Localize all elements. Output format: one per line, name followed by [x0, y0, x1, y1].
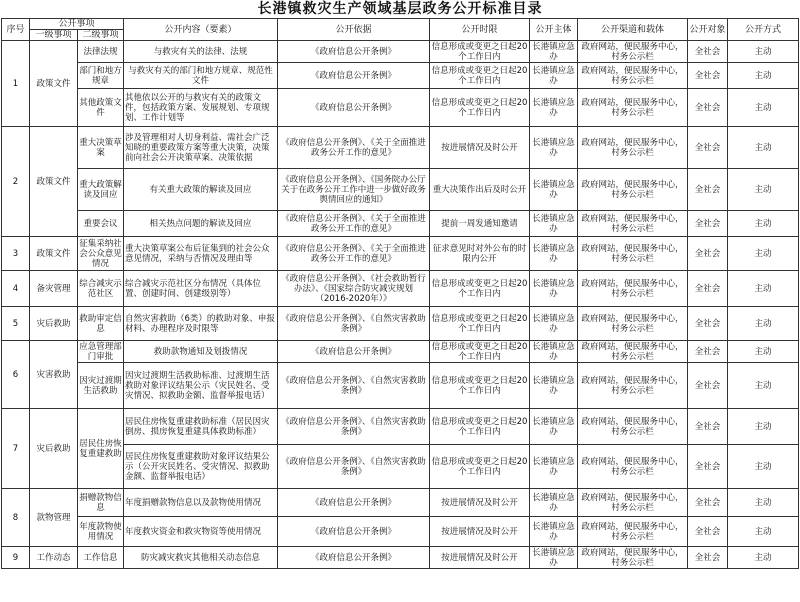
cell-time-limit: 信息形成或变更之日起20个工作日内	[430, 63, 530, 89]
cell-content: 重大决策草案公布后征集到的社会公众意见情况，采纳与否情况及理由等	[124, 237, 278, 271]
cell-level2: 重大决策草案	[78, 127, 124, 169]
cell-channel: 政府网站，便民服务中心，村务公示栏	[578, 271, 688, 307]
header-subject: 公开主体	[530, 19, 578, 41]
cell-content: 与救灾有关的部门和地方规章、规范性文件	[124, 63, 278, 89]
cell-basis: 《政府信息公开条例》、《关于全面推进政务公开工作的意见》	[278, 127, 430, 169]
table-row	[2, 89, 799, 127]
cell-level2: 其他政策文件	[78, 89, 124, 127]
group-level1: 灾后救助	[30, 409, 78, 489]
cell-channel: 政府网站，便民服务中心，村务公示栏	[578, 41, 688, 63]
cell-subject: 长港镇应急办	[530, 341, 578, 363]
header-time-limit: 公开时限	[430, 19, 530, 41]
cell-target: 全社会	[688, 271, 728, 307]
cell-channel: 政府网站，便民服务中心，村务公示栏	[578, 517, 688, 547]
cell-basis: 《政府信息公开条例》、《自然灾害救助条例》	[278, 363, 430, 409]
cell-time-limit: 信息形成或变更之日起20个工作日内	[430, 307, 530, 341]
cell-target: 全社会	[688, 409, 728, 445]
cell-target: 全社会	[688, 445, 728, 489]
cell-target: 全社会	[688, 89, 728, 127]
cell-level2: 年度款物使用情况	[78, 517, 124, 547]
cell-basis: 《政府信息公开条例》	[278, 489, 430, 517]
group-seq: 2	[2, 127, 30, 237]
cell-basis: 《政府信息公开条例》	[278, 41, 430, 63]
cell-basis: 《政府信息公开条例》、《自然灾害救助条例》	[278, 409, 430, 445]
table-row	[2, 211, 799, 237]
cell-method: 主动	[728, 547, 799, 569]
group-level1: 灾害救助	[30, 341, 78, 409]
cell-content: 防灾减灾救灾其他相关动态信息	[124, 547, 278, 569]
cell-time-limit: 按进展情况及时公开	[430, 547, 530, 569]
cell-channel: 政府网站，便民服务中心，村务公示栏	[578, 169, 688, 211]
cell-channel: 政府网站，便民服务中心，村务公示栏	[578, 341, 688, 363]
catalog-table	[1, 18, 799, 569]
cell-basis: 《政府信息公开条例》、《社会救助暂行办法》、《国家综合防灾减灾规划（2016-2020年）》	[278, 271, 430, 307]
cell-basis: 《政府信息公开条例》、《关于全面推进政务公开工作的意见》	[278, 211, 430, 237]
cell-time-limit: 信息形成或变更之日起20个工作日内	[430, 445, 530, 489]
header-content: 公开内容（要素）	[124, 19, 278, 41]
cell-subject: 长港镇应急办	[530, 237, 578, 271]
group-level1: 政策文件	[30, 127, 78, 237]
group-level1: 政策文件	[30, 41, 78, 127]
cell-target: 全社会	[688, 127, 728, 169]
cell-target: 全社会	[688, 489, 728, 517]
cell-content: 涉及管理相对人切身利益、需社会广泛知晓的重要政策方案等重大决策，决策前向社会公开决策草案、决策依据	[124, 127, 278, 169]
group-level1: 政策文件	[30, 237, 78, 271]
cell-level2: 救助审定信息	[78, 307, 124, 341]
cell-content: 综合减灾示范社区分布情况（具体位置、创建时间、创建级别等）	[124, 271, 278, 307]
cell-level2: 法律法规	[78, 41, 124, 63]
table-row	[2, 409, 799, 445]
cell-level2: 应急管理部门审批	[79, 341, 122, 362]
cell-time-limit: 信息形成或变更之日起20个工作日内	[430, 41, 530, 63]
cell-content: 有关重大政策的解读及回应	[124, 169, 278, 211]
cell-time-limit: 信息形成或变更之日起20个工作日内	[430, 89, 530, 127]
cell-time-limit: 信息形成或变更之日起20个工作日内	[430, 271, 530, 307]
header-category: 公开事项	[30, 19, 124, 30]
table-row	[2, 169, 799, 211]
cell-time-limit: 按进展情况及时公开	[430, 517, 530, 547]
table-row	[2, 307, 799, 341]
cell-target: 全社会	[688, 307, 728, 341]
header-level1: 一级事项	[30, 30, 78, 41]
cell-level2: 因灾过渡期生活救助	[78, 363, 124, 409]
cell-target: 全社会	[688, 547, 728, 569]
cell-method: 主动	[728, 307, 799, 341]
cell-method: 主动	[728, 341, 799, 363]
cell-content: 因灾过渡期生活救助标准、过渡期生活救助对象评议结果公示（灾民姓名、受灾情况、拟救助金额、监督举报电话）	[124, 363, 278, 409]
cell-channel: 政府网站，便民服务中心，村务公示栏	[578, 363, 688, 409]
cell-subject: 长港镇应急办	[530, 409, 578, 445]
cell-level2: 工作信息	[78, 547, 124, 569]
cell-basis: 《政府信息公开条例》	[278, 89, 430, 127]
cell-subject: 长港镇应急办	[530, 547, 578, 569]
group-seq: 9	[2, 547, 30, 569]
cell-level2: 综合减灾示范社区	[78, 271, 124, 307]
cell-content: 居民住房恢复重建救助标准（居民因灾倒房、损房恢复重建具体救助标准）	[124, 409, 278, 445]
cell-basis: 《政府信息公开条例》、《关于全面推进政务公开工作的意见》	[278, 237, 430, 271]
group-seq: 6	[2, 341, 30, 409]
cell-time-limit: 按进展情况及时公开	[430, 127, 530, 169]
cell-content: 自然灾害救助（6类）的救助对象、申报材料、办理程序及时限等	[124, 307, 278, 341]
cell-target: 全社会	[688, 63, 728, 89]
group-seq: 3	[2, 237, 30, 271]
cell-channel: 政府网站，便民服务中心，村务公示栏	[578, 409, 688, 445]
cell-method: 主动	[728, 271, 799, 307]
cell-basis: 《政府信息公开条例》、《自然灾害救助条例》	[278, 445, 430, 489]
cell-level2: 重大政策解读及回应	[78, 169, 124, 211]
header-method: 公开方式	[728, 19, 799, 41]
cell-channel: 政府网站，便民服务中心，村务公示栏	[578, 547, 688, 569]
page-title: 长港镇救灾生产领域基层政务公开标准目录	[257, 1, 543, 17]
cell-channel: 政府网站，便民服务中心，村务公示栏	[578, 63, 688, 89]
cell-content: 其他依以公开的与救灾有关的政策文件，包括政策方案、发展规划、专项规划、工作计划等	[124, 89, 278, 127]
cell-basis: 《政府信息公开条例》	[278, 63, 430, 89]
cell-content: 年度救灾资金和救灾物资等使用情况	[124, 517, 278, 547]
cell-subject: 长港镇应急办	[530, 489, 578, 517]
cell-channel: 政府网站，便民服务中心，村务公示栏	[578, 89, 688, 127]
cell-method: 主动	[728, 489, 799, 517]
cell-subject: 长港镇应急办	[530, 271, 578, 307]
group-seq: 4	[2, 271, 30, 307]
cell-target: 全社会	[688, 341, 728, 363]
cell-channel: 政府网站，便民服务中心，村务公示栏	[578, 237, 688, 271]
cell-time-limit: 信息形成或变更之日起20个工作日内	[430, 409, 530, 445]
cell-time-limit: 征求意见时对外公布的时限内公开	[430, 237, 530, 271]
cell-target: 全社会	[688, 211, 728, 237]
cell-method: 主动	[728, 41, 799, 63]
cell-time-limit: 提前一周发通知邀请	[430, 211, 530, 237]
cell-channel: 政府网站，便民服务中心，村务公示栏	[578, 307, 688, 341]
cell-content: 年度捐赠款物信息以及款物使用情况	[124, 489, 278, 517]
group-level1: 款物管理	[30, 489, 78, 547]
group-level1: 工作动态	[30, 547, 78, 569]
cell-target: 全社会	[688, 41, 728, 63]
cell-level2: 部门和地方规章	[78, 63, 124, 89]
table-row	[2, 271, 799, 307]
cell-level2: 居民住房恢复重建救助	[78, 409, 124, 489]
header-target: 公开对象	[688, 19, 728, 41]
cell-basis: 《政府信息公开条例》	[278, 547, 430, 569]
cell-time-limit: 重大决策作出后及时公开	[430, 169, 530, 211]
header-basis: 公开依据	[278, 19, 430, 41]
cell-method: 主动	[728, 517, 799, 547]
header-channel: 公开渠道和载体	[578, 19, 688, 41]
cell-subject: 长港镇应急办	[530, 363, 578, 409]
cell-content: 居民住房恢复重建救助对象评议结果公示（公开灾民姓名、受灾情况、拟救助金额、监督举报电话）	[124, 445, 278, 489]
table-row	[2, 41, 799, 63]
cell-subject: 长港镇应急办	[530, 445, 578, 489]
table-row	[2, 237, 799, 271]
group-level1: 灾后救助	[30, 307, 78, 341]
group-seq: 7	[2, 409, 30, 489]
cell-subject: 长港镇应急办	[530, 41, 578, 63]
cell-channel: 政府网站，便民服务中心，村务公示栏	[578, 445, 688, 489]
cell-time-limit: 按进展情况及时公开	[430, 489, 530, 517]
cell-channel: 政府网站，便民服务中心，村务公示栏	[578, 127, 688, 169]
cell-target: 全社会	[688, 237, 728, 271]
cell-subject: 长港镇应急办	[530, 63, 578, 89]
cell-subject: 长港镇应急办	[530, 169, 578, 211]
cell-channel: 政府网站，便民服务中心，村务公示栏	[578, 489, 688, 517]
header-level2: 二级事项	[78, 30, 124, 41]
group-seq: 1	[2, 41, 30, 127]
cell-level2: 征集采纳社会公众意见情况	[79, 238, 122, 269]
table-row	[2, 63, 799, 89]
table-row	[2, 363, 799, 409]
cell-method: 主动	[728, 445, 799, 489]
table-row	[2, 489, 799, 517]
cell-subject: 长港镇应急办	[530, 89, 578, 127]
cell-content: 救助款物通知及划拨情况	[124, 341, 278, 363]
cell-method: 主动	[728, 363, 799, 409]
cell-target: 全社会	[688, 517, 728, 547]
cell-level2: 捐赠款物信息	[78, 489, 124, 517]
table-row	[2, 517, 799, 547]
cell-channel: 政府网站，便民服务中心，村务公示栏	[578, 211, 688, 237]
cell-basis: 《政府信息公开条例》、《自然灾害救助条例》	[278, 307, 430, 341]
cell-method: 主动	[728, 169, 799, 211]
cell-level2: 重要会议	[78, 211, 124, 237]
table-row	[2, 341, 799, 363]
cell-target: 全社会	[688, 169, 728, 211]
cell-subject: 长港镇应急办	[530, 211, 578, 237]
cell-basis: 《政府信息公开条例》	[278, 517, 430, 547]
cell-method: 主动	[728, 127, 799, 169]
group-level1: 备灾管理	[30, 271, 78, 307]
cell-subject: 长港镇应急办	[530, 517, 578, 547]
group-seq: 8	[2, 489, 30, 547]
header-seq: 序号	[2, 19, 30, 41]
cell-time-limit: 信息形成或变更之日起20个工作日内	[430, 363, 530, 409]
cell-method: 主动	[728, 63, 799, 89]
cell-subject: 长港镇应急办	[530, 127, 578, 169]
table-row	[2, 127, 799, 169]
cell-basis: 《政府信息公开条例》、《国务院办公厅关于在政务公开工作中进一步做好政务舆情回应的通知》	[278, 169, 430, 211]
cell-method: 主动	[728, 89, 799, 127]
cell-content: 相关热点问题的解读及回应	[124, 211, 278, 237]
group-seq: 5	[2, 307, 30, 341]
cell-subject: 长港镇应急办	[530, 307, 578, 341]
cell-target: 全社会	[688, 363, 728, 409]
cell-content: 与救灾有关的法律、法规	[124, 41, 278, 63]
table-row	[2, 547, 799, 569]
cell-time-limit: 信息形成或变更之日起20个工作日内	[430, 341, 530, 363]
cell-basis: 《政府信息公开条例》	[278, 341, 430, 363]
cell-method: 主动	[728, 211, 799, 237]
cell-method: 主动	[728, 409, 799, 445]
cell-method: 主动	[728, 237, 799, 271]
